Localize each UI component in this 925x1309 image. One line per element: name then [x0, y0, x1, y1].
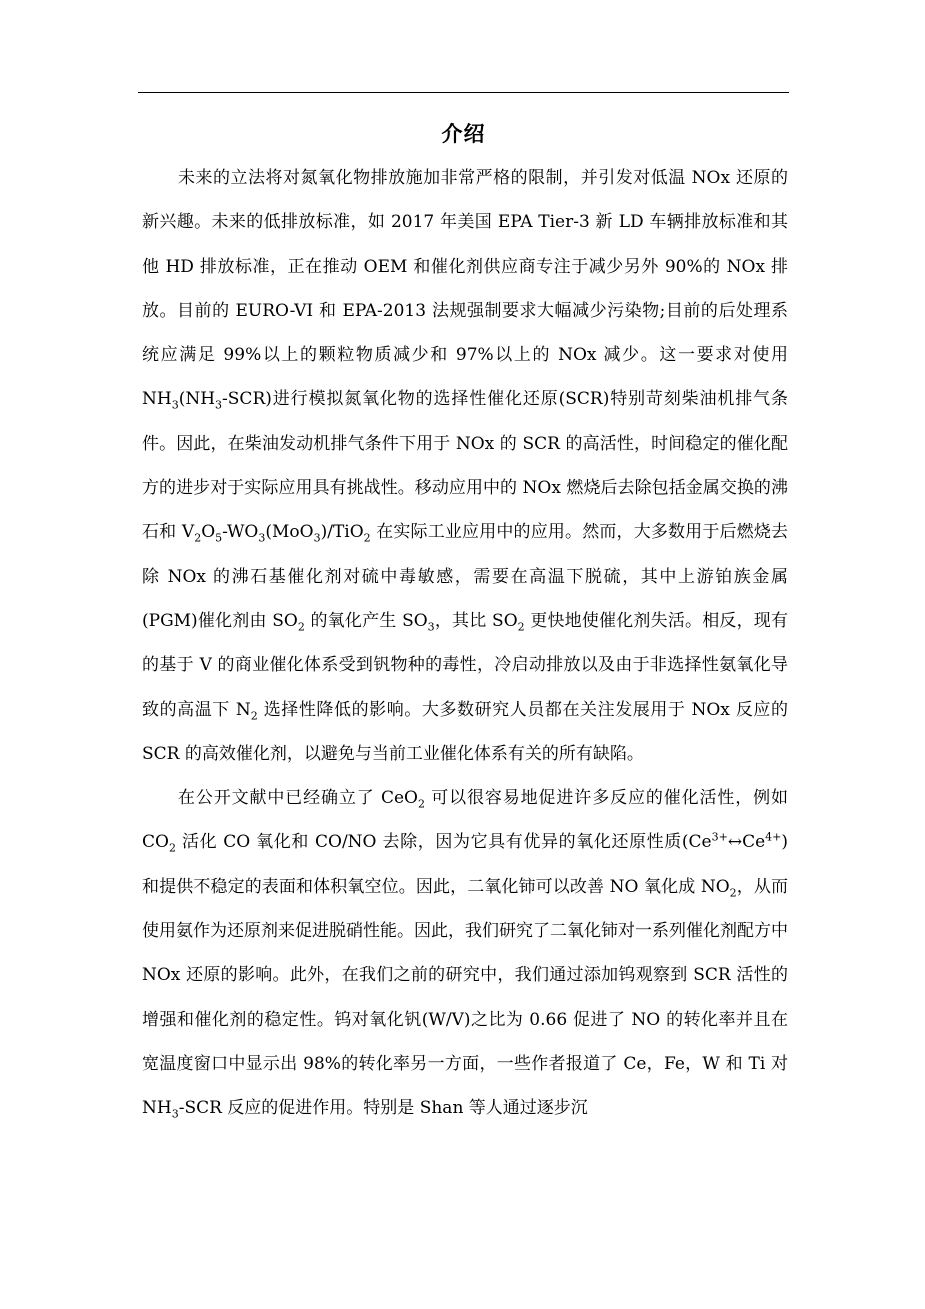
text-run: 可以很容易地促进许多反应的催化活性，例如 CO	[142, 788, 788, 853]
subscript: 3	[171, 398, 179, 412]
text-run: -WO	[222, 522, 259, 543]
superscript: 4+	[765, 830, 782, 844]
subscript: 3	[427, 620, 435, 634]
text-run: (NH	[178, 389, 216, 410]
superscript: 3+	[711, 830, 728, 844]
subscript: 2	[250, 708, 258, 722]
paragraph-1	[142, 156, 788, 776]
text-run: ↔Ce	[727, 832, 766, 853]
subscript: 3	[313, 531, 321, 545]
text-run: -SCR 反应的促进作用。特别是 Shan 等人通过逐步沉	[178, 1098, 588, 1119]
text-run: )和提供不稳定的表面和体积氧空位。因此，二氧化铈可以改善 NO 氧化成 NO	[142, 832, 788, 897]
subscript: 3	[171, 1107, 179, 1121]
text-run: 在实际工业应用中的应用。然而，大多数用于后燃烧去除 NOx 的沸石基催化剂对硫中毒敏感，需要在高温下脱硫，其中上游铂族金属(PGM)催化剂由 SO	[142, 522, 789, 631]
text-run: ，其比 SO	[434, 610, 518, 631]
subscript: 2	[168, 841, 176, 855]
body-text	[142, 156, 788, 1131]
text-run: 未来的立法将对氮氧化物排放施加非常严格的限制，并引发对低温 NOx 还原的新兴趣。未来的低排放标准，如 2017 年美国 EPA Tier-3 新 LD 车辆排放标准和其他 HD 排放标准，正在推动 OEM 和催化剂供应商专注于减少另外 90%的 NOx 排放。目前的 EURO-VI 和 EPA-2013 法规强制要求大幅减少污染物;目前的后处理系统应满足 99%以上的颗粒物质减少和 97%以上的 NOx 减少。这一要求对使用 NH	[142, 168, 788, 410]
text-run: 活化 CO 氧化和 CO/NO 去除，因为它具有优异的氧化还原性质(Ce	[175, 832, 712, 853]
text-run: 的氧化产生 SO	[304, 610, 428, 631]
text-run: )/TiO	[320, 522, 364, 543]
text-run: O	[201, 522, 216, 543]
subscript: 5	[215, 531, 223, 545]
text-run: 更快地使催化剂失活。相反，现有的基于 V 的商业催化体系受到钒物种的毒性，冷启动排放以及由于非选择性氨氧化导致的高温下 N	[142, 610, 789, 720]
paragraph-2	[142, 776, 788, 1130]
subscript: 2	[417, 797, 425, 811]
subscript: 3	[215, 398, 223, 412]
section-title: 介绍	[441, 122, 486, 146]
text-run: -SCR)进行模拟氮氧化物的选择性催化还原(SCR)特别苛刻柴油机排气条件。因此，在柴油发动机排气条件下用于 NOx 的 SCR 的高活性，时间稳定的催化配方的进步对于实际应用具有挑战性。移动应用中的 NOx 燃烧后去除包括金属交换的沸石和 V	[142, 389, 788, 543]
text-run: 选择性降低的影响。大多数研究人员都在关注发展用于 NOx 反应的 SCR 的高效催化剂，以避免与当前工业催化体系有关的所有缺陷。	[142, 699, 788, 764]
text-run: ，从而使用氨作为还原剂来促进脱硝性能。因此，我们研究了二氧化铈对一系列催化剂配方中 NOx 还原的影响。此外，在我们之前的研究中，我们通过添加钨观察到 SCR 活性的增强和催化剂的稳定性。钨对氧化钒(W/V)之比为 0.66 促进了 NO 的转化率并且在宽温度窗口中显示出 98%的转化率另一方面，一些作者报道了 Ce，Fe，W 和 Ti 对 NH	[142, 876, 789, 1119]
subscript: 2	[363, 531, 371, 545]
subscript: 2	[297, 620, 305, 634]
subscript: 3	[258, 531, 266, 545]
text-run: 在公开文献中已经确立了 CeO	[178, 788, 418, 809]
subscript: 2	[194, 531, 202, 545]
text-run: (MoO	[265, 522, 314, 543]
subscript: 2	[517, 620, 525, 634]
header-rule	[138, 92, 789, 93]
subscript: 2	[729, 886, 737, 900]
